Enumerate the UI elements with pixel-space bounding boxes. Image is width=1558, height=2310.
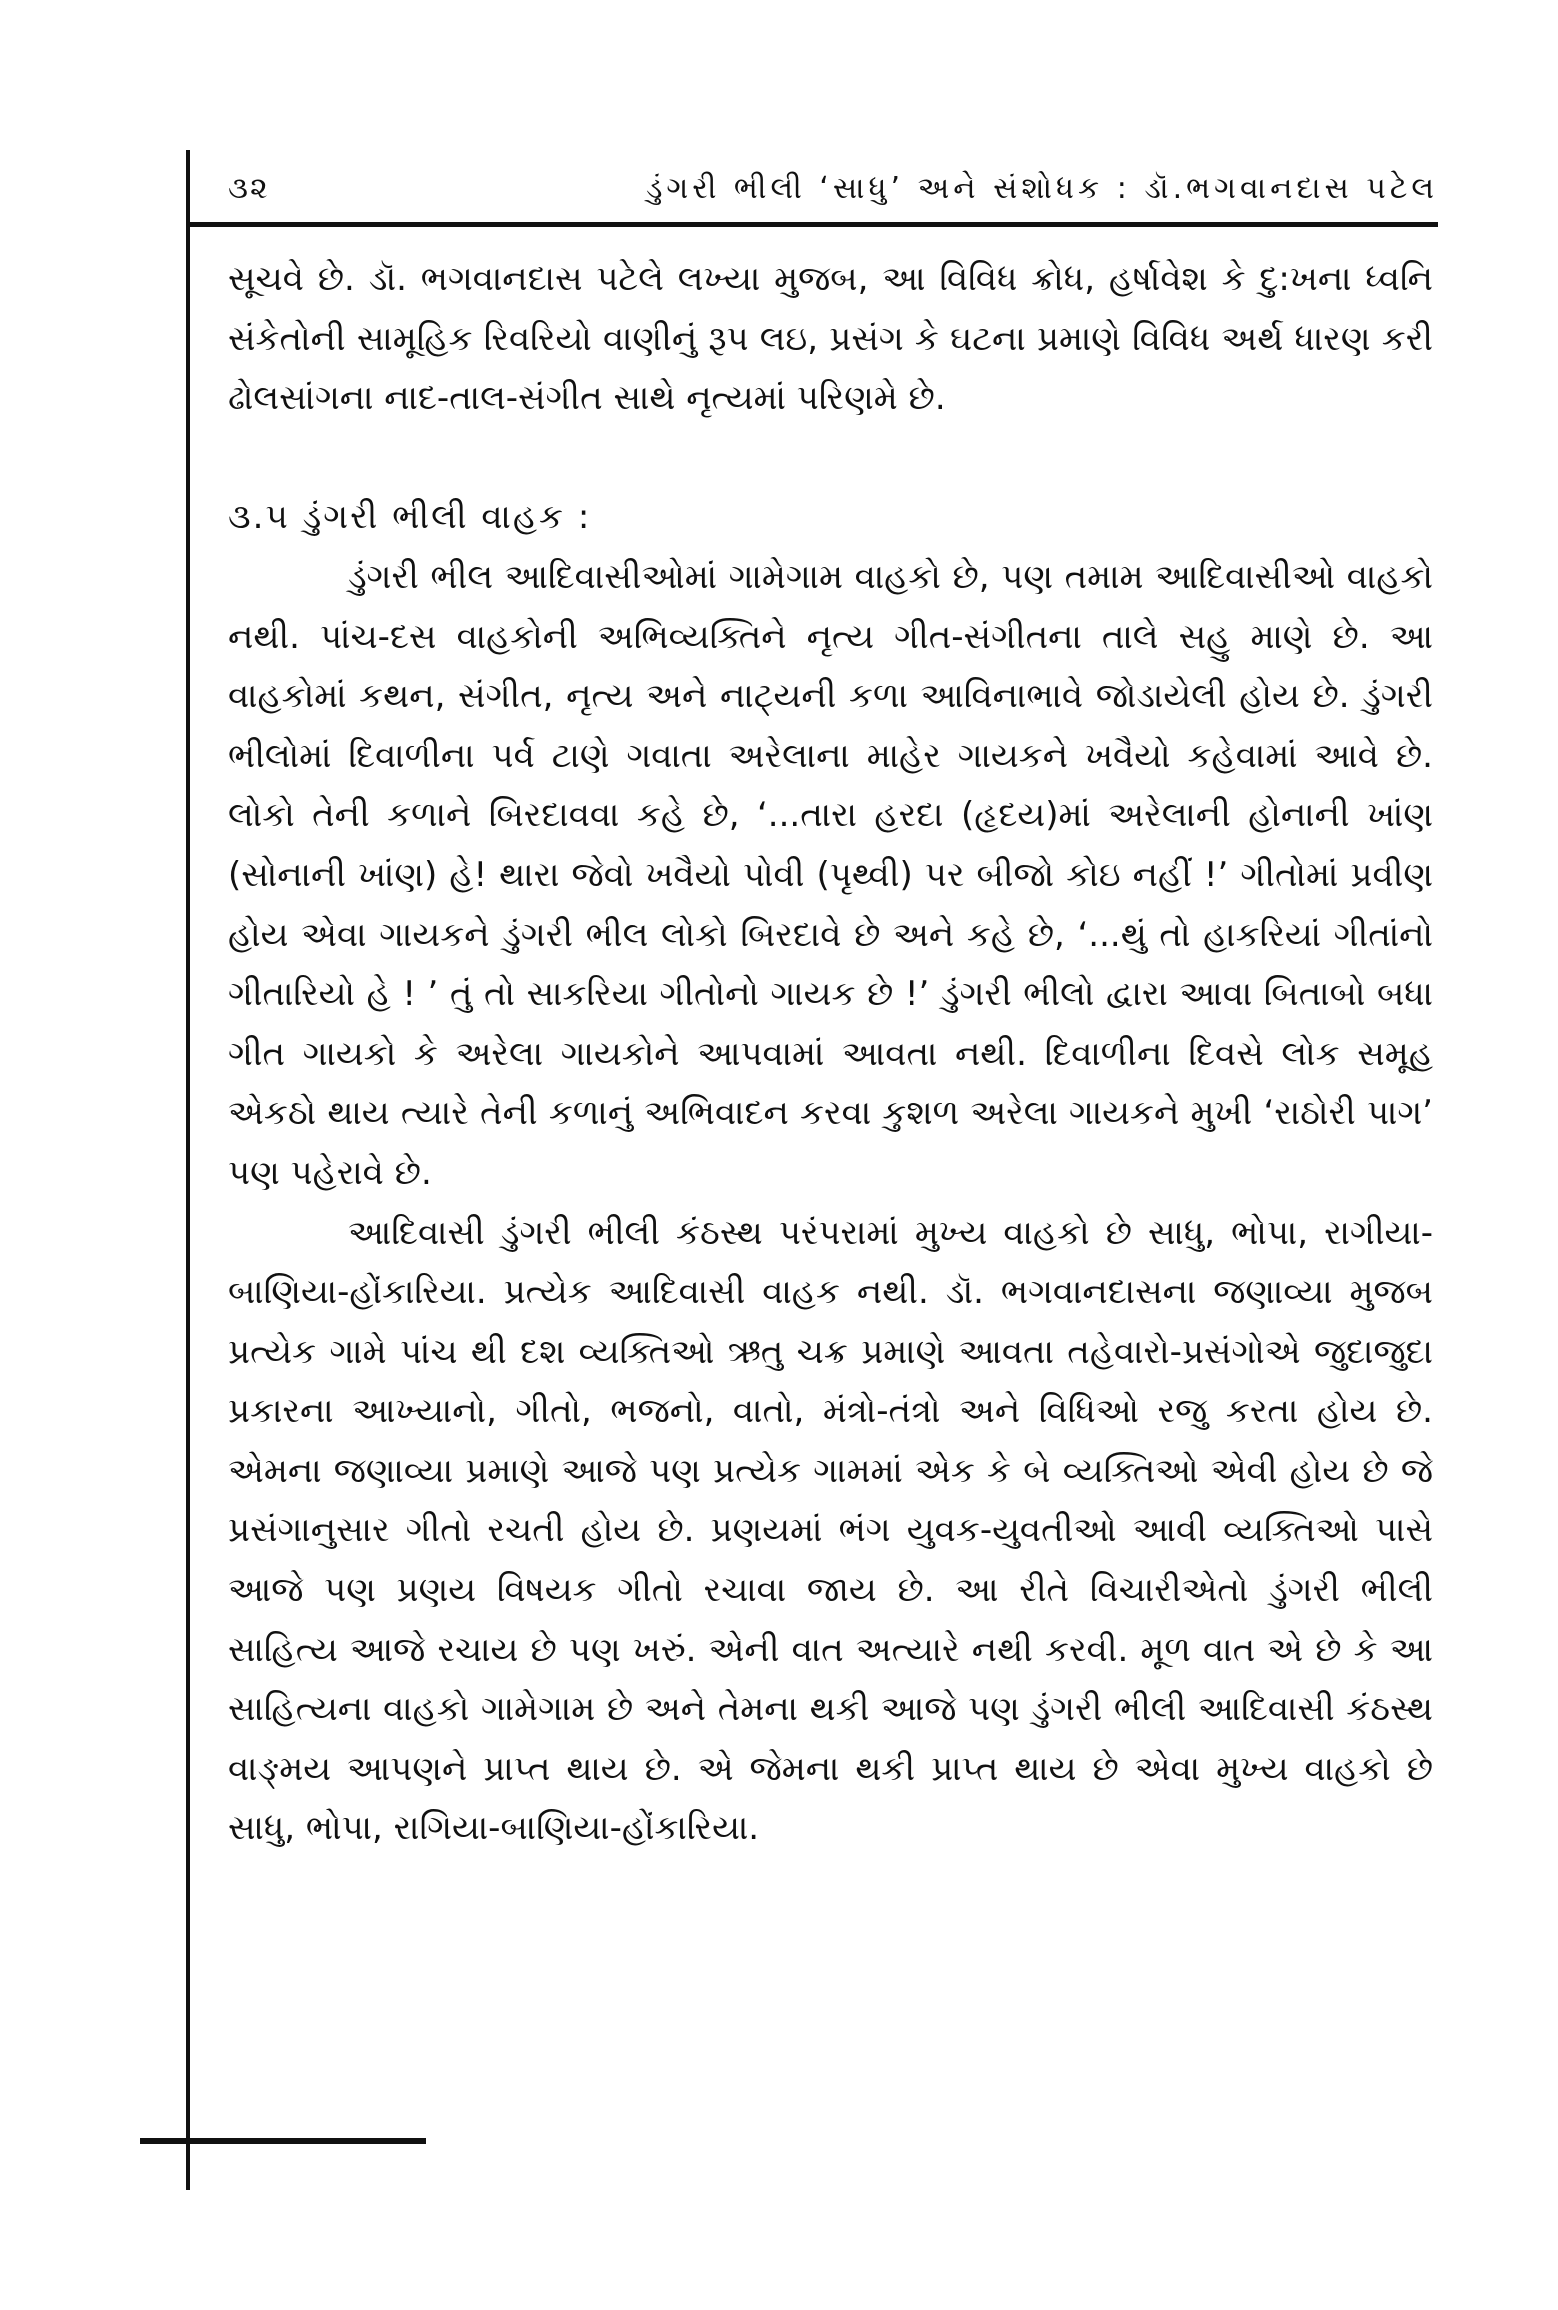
footer-rule — [140, 2138, 426, 2144]
paragraph-3: આદિવાસી ડુંગરી ભીલી કંઠસ્થ પરંપરામાં મુખ્ય વાહકો છે સાધુ, ભોપા, રાગીયા-બાણિયા-હોંકારિયા. પ્રત્યેક આદિવાસી વાહક નથી. ડૉ. ભગવાનદાસના જણાવ્યા મુજબ પ્રત્યેક ગામે પાંચ થી દશ વ્યક્તિઓ ઋતુ ચક્ર પ્રમાણે આવતા તહેવારો-પ્રસંગોએ જુદાજુદા પ્રકારના આખ્યાનો, ગીતો, ભજનો, વાતો, મંત્રો-તંત્રો અને વિધિઓ રજુ કરતા હોય છે. એમના જણાવ્યા પ્રમાણે આજે પણ પ્રત્યેક ગામમાં એક કે બે વ્યક્તિઓ એવી હોય છે જે પ્રસંગાનુસાર ગીતો રચતી હોય છે. પ્રણયમાં ભંગ યુવક-યુવતીઓ આવી વ્યક્તિઓ પાસે આજે પણ પ્રણય વિષયક ગીતો રચાવા જાય છે. આ રીતે વિચારીએતો ડુંગરી ભીલી સાહિત્ય આજે રચાય છે પણ ખરું. એની વાત અત્યારે નથી કરવી. મૂળ વાત એ છે કે આ સાહિત્યના વાહકો ગામેગામ છે અને તેમના થકી આજે પણ ડુંગરી ભીલી આદિવાસી કંઠસ્થ વાઙ્મય આપણને પ્રાપ્ત થાય છે. એ જેમના થકી પ્રાપ્ત થાય છે એવા મુખ્ય વાહકો છે સાધુ, ભોપા, રાગિયા-બાણિયા-હોંકારિયા. — [228, 1212, 1433, 1849]
section-heading: ૩.૫ ડુંગરી ભીલી વાહક : — [228, 497, 592, 538]
left-margin-rule — [186, 150, 190, 2190]
body-text — [228, 250, 1433, 1859]
paragraph-1: સૂચવે છે. ડૉ. ભગવાનદાસ પટેલે લખ્યા મુજબ, આ વિવિધ ક્રોધ, હર્ષાવેશ કે દુ:ખના ધ્વનિ સંકેતોની સામૂહિક રિવરિયો વાણીનું રૂપ લઇ, પ્રસંગ કે ઘટના પ્રમાણે વિવિધ અર્થ ધારણ કરી ઢોલસાંગના નાદ-તાલ-સંગીત સાથે નૃત્યમાં પરિણમે છે. — [228, 259, 1433, 419]
paragraph-2: ડુંગરી ભીલ આદિવાસીઓમાં ગામેગામ વાહકો છે, પણ તમામ આદિવાસીઓ વાહકો નથી. પાંચ-દસ વાહકોની અભિવ્યક્તિને નૃત્ય ગીત-સંગીતના તાલે સહુ માણે છે. આ વાહકોમાં કથન, સંગીત, નૃત્ય અને નાટ્યની કળા આવિનાભાવે જોડાયેલી હોય છે. ડુંગરી ભીલોમાં દિવાળીના પર્વ ટાણે ગવાતા અરેલાના માહેર ગાયકને ખવૈયો કહેવામાં આવે છે. લોકો તેની કળાને બિરદાવવા કહે છે, ‘...તારા હરદા (હૃદય)માં અરેલાની હોનાની ખાંણ (સોનાની ખાંણ) હે! થારા જેવો ખવૈયો પોવી (પૃથ્વી) પર બીજો કોઇ નહીં !’ ગીતોમાં પ્રવીણ હોય એવા ગાયકને ડુંગરી ભીલ લોકો બિરદાવે છે અને કહે છે, ‘...થું તો હાકરિયાં ગીતાંનો ગીતારિયો હે ! ’ તું તો સાકરિયા ગીતોનો ગાયક છે !’ ડુંગરી ભીલો દ્વારા આવા બિતાબો બધા ગીત ગાયકો કે અરેલા ગાયકોને આપવામાં આવતા નથી. દિવાળીના દિવસે લોક સમૂહ એકઠો થાય ત્યારે તેની કળાનું અભિવાદન કરવા કુશળ અરેલા ગાયકને મુખી ‘રાઠોરી પાગ’ પણ પહેરાવે છે. — [228, 556, 1433, 1193]
paragraph-gap — [228, 429, 1433, 489]
running-title: ડુંગરી ભીલી ‘સાધુ’ અને સંશોધક : ડૉ.ભગવાનદાસ પટેલ — [645, 171, 1438, 206]
running-head — [228, 164, 1438, 214]
header-rule — [186, 222, 1438, 227]
page-number: ૩૨ — [228, 171, 270, 206]
